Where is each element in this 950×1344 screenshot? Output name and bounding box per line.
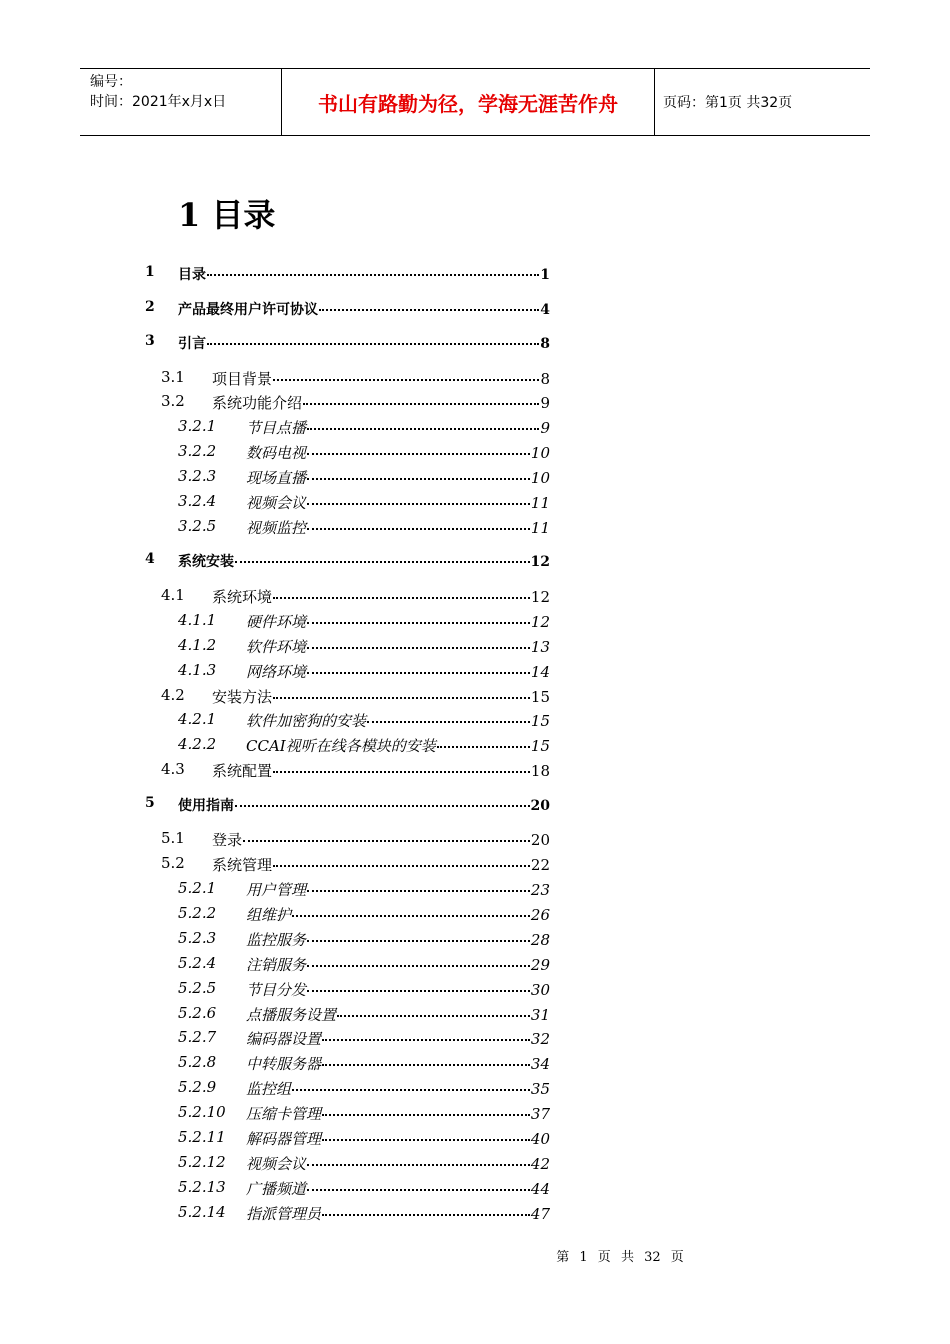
toc-entry-page: 10 — [530, 444, 550, 463]
toc-entry-page: 42 — [530, 1154, 550, 1173]
toc-entry[interactable] — [145, 299, 550, 321]
header-motto-cell — [282, 69, 655, 135]
toc-entry-number: 5.2.11 — [178, 1128, 226, 1146]
toc-dot-leader — [307, 647, 530, 649]
toc-entry-number: 5.2.2 — [178, 903, 217, 922]
toc-entry-title: 网络环境 — [246, 662, 307, 681]
footer-ye: 页 — [597, 1250, 611, 1265]
toc-entry[interactable] — [161, 392, 550, 414]
toc-entry[interactable] — [161, 586, 550, 608]
toc-entry[interactable] — [145, 264, 550, 286]
header-info-cell — [80, 69, 282, 135]
toc-entry-number: 5 — [145, 794, 155, 811]
toc-entry[interactable] — [178, 735, 550, 757]
toc-entry-title: 视频会议 — [246, 1154, 307, 1173]
toc-entry[interactable] — [178, 1028, 550, 1050]
toc-entry[interactable] — [145, 333, 550, 355]
toc-entry-page: 12 — [530, 587, 550, 606]
toc-entry-title: 系统配置 — [212, 762, 273, 781]
toc-entry-number: 5.2.12 — [178, 1152, 226, 1171]
toc-entry-number: 2 — [145, 298, 155, 315]
toc-entry[interactable] — [178, 929, 550, 951]
toc-entry[interactable] — [161, 686, 550, 708]
toc-entry[interactable] — [178, 1153, 550, 1175]
toc-entry[interactable] — [178, 636, 550, 658]
toc-entry-title: 视频会议 — [246, 494, 307, 512]
toc-entry[interactable] — [178, 1128, 550, 1150]
toc-dot-leader — [307, 672, 530, 674]
toc-entry-page: 13 — [530, 637, 550, 656]
toc-dot-leader — [307, 965, 530, 967]
footer-page-number: 1 — [579, 1250, 588, 1265]
toc-dot-leader — [322, 1214, 530, 1216]
toc-entry-title: 监控组 — [246, 1080, 292, 1099]
toc-dot-leader — [307, 528, 530, 530]
toc-entry-title: 视频监控 — [246, 518, 307, 537]
toc-entry-title: 广播频道 — [246, 1179, 307, 1198]
toc-entry[interactable] — [178, 442, 550, 464]
toc-entry-number: 5.2.4 — [178, 953, 217, 972]
toc-dot-leader — [322, 1139, 530, 1141]
toc-entry-number: 4.2.1 — [178, 710, 217, 729]
toc-entry-page: 12 — [530, 612, 550, 631]
header-motto: 书山有路勤为径，学海无涯苦作舟 — [318, 91, 618, 116]
toc-entry-title: 注销服务 — [246, 955, 307, 974]
toc-entry[interactable] — [178, 879, 550, 901]
toc-entry-number: 5.2.6 — [178, 1003, 217, 1022]
toc-entry-page: 15 — [530, 737, 550, 756]
toc-dot-leader — [322, 1039, 530, 1041]
toc-entry[interactable] — [178, 904, 550, 926]
toc-entry-title: 节目点播 — [246, 419, 307, 438]
toc-entry-number: 5.2.3 — [178, 928, 217, 947]
toc-dot-leader — [307, 940, 530, 942]
toc-entry-number: 3.2.4 — [178, 492, 217, 510]
toc-entry-title: 数码电视 — [246, 444, 307, 463]
toc-dot-leader — [303, 403, 539, 405]
toc-entry[interactable] — [178, 954, 550, 976]
toc-entry-number: 4.2 — [161, 685, 185, 704]
toc-entry-number: 4.3 — [161, 760, 185, 779]
toc-entry-page: 30 — [530, 980, 550, 999]
toc-dot-leader — [307, 478, 530, 480]
toc-dot-leader — [273, 597, 530, 599]
toc-entry-title: 中转服务器 — [246, 1055, 322, 1074]
toc-entry-title: 指派管理员 — [246, 1204, 322, 1223]
toc-entry-number: 3.1 — [161, 367, 185, 386]
toc-entry-title: 系统环境 — [212, 587, 273, 606]
toc-entry-number: 4.1.1 — [178, 610, 217, 629]
toc-dot-leader — [307, 890, 530, 892]
toc-entry-title: 硬件环境 — [246, 612, 307, 631]
toc-dot-leader — [307, 1189, 530, 1191]
toc-entry-number: 5.1 — [161, 829, 185, 848]
footer-di: 第 — [556, 1250, 570, 1265]
toc-entry-number: 3.2.3 — [178, 467, 217, 486]
toc-entry[interactable] — [178, 417, 550, 439]
page-footer — [0, 1246, 950, 1265]
toc-entry-number: 5.2.10 — [178, 1103, 226, 1122]
toc-entry-number: 4.1.3 — [178, 660, 217, 679]
doc-number-label: 编号： — [90, 74, 132, 90]
toc-dot-leader — [273, 771, 530, 773]
toc-entry[interactable] — [161, 760, 550, 782]
toc-entry-title: 软件加密狗的安装 — [246, 712, 367, 731]
toc-entry-title: 现场直播 — [246, 469, 307, 488]
toc-dot-leader — [307, 622, 530, 624]
toc-entry-page: 8 — [540, 369, 550, 388]
toc-entry-page: 37 — [530, 1105, 550, 1124]
toc-dot-leader — [235, 561, 530, 563]
toc-entry[interactable] — [145, 551, 550, 573]
toc-entry-page: 9 — [540, 394, 550, 413]
toc-dot-leader — [307, 503, 530, 505]
toc-dot-leader — [292, 1089, 530, 1091]
toc-dot-leader — [322, 1114, 530, 1116]
toc-entry[interactable] — [145, 795, 550, 817]
toc-entry-number: 1 — [145, 264, 155, 280]
toc-entry[interactable] — [178, 1053, 550, 1075]
toc-entry-title: 系统安装 — [178, 554, 234, 571]
toc-entry-number: 3.2 — [161, 392, 185, 411]
toc-entry-page: 10 — [530, 469, 550, 488]
toc-entry-number: 5.2.8 — [178, 1053, 217, 1072]
toc-entry[interactable] — [161, 368, 550, 390]
toc-entry-page: 9 — [540, 419, 550, 438]
toc-entry-number: 5.2 — [161, 854, 185, 873]
toc-entry-page: 29 — [530, 955, 550, 974]
toc-entry-title: 节目分发 — [246, 980, 307, 999]
toc-entry-number: 5.2.9 — [178, 1078, 217, 1097]
toc-entry-page: 12 — [530, 554, 550, 571]
toc-entry[interactable] — [178, 611, 550, 633]
toc-entry-title: 软件环境 — [246, 637, 307, 656]
toc-entry-number: 5.2.1 — [178, 879, 217, 897]
toc-entry-page: 11 — [530, 494, 550, 512]
header-page-cell — [655, 69, 870, 135]
toc-entry-number: 4.2.2 — [178, 735, 217, 754]
toc-dot-leader — [243, 840, 530, 842]
toc-entry-title: 用户管理 — [246, 881, 307, 899]
toc-entry-title: CCAI视听在线各模块的安装 — [246, 737, 436, 756]
toc-entry[interactable] — [178, 661, 550, 683]
toc-dot-leader — [273, 865, 530, 867]
toc-dot-leader — [319, 309, 539, 311]
toc-entry-title: 引言 — [178, 336, 206, 352]
toc-entry-title: 目录 — [178, 267, 206, 283]
toc-entry-page: 4 — [540, 301, 550, 318]
toc-entry[interactable] — [178, 1203, 550, 1225]
toc-entry-number: 4 — [145, 551, 155, 568]
toc-entry-title: 系统管理 — [212, 856, 273, 875]
toc-entry-page: 1 — [540, 267, 550, 283]
toc-entry-page: 14 — [530, 662, 550, 681]
toc-entry[interactable] — [178, 979, 550, 1001]
toc-entry-number: 4.1.2 — [178, 635, 217, 654]
toc-entry-number: 3 — [145, 333, 155, 349]
toc-entry-page: 31 — [530, 1005, 550, 1024]
toc-entry-page: 8 — [540, 336, 550, 352]
toc-dot-leader — [322, 1064, 530, 1066]
toc-dot-leader — [307, 453, 530, 455]
toc-entry-title: 登录 — [212, 831, 243, 850]
toc-entry-number: 5.2.14 — [178, 1202, 226, 1221]
toc-entry[interactable] — [178, 1004, 550, 1026]
footer-ye-end: 页 — [670, 1250, 684, 1265]
toc-dot-leader — [207, 343, 539, 345]
toc-entry-page: 15 — [530, 712, 550, 731]
toc-entry-title: 编码器设置 — [246, 1030, 322, 1049]
toc-entry[interactable] — [161, 854, 550, 876]
toc-entry-page: 32 — [530, 1030, 550, 1049]
toc-entry-page: 23 — [530, 881, 550, 899]
toc-entry-page: 11 — [530, 518, 550, 537]
toc-dot-leader — [292, 915, 530, 917]
toc-entry-page: 47 — [530, 1204, 550, 1223]
toc-entry[interactable] — [178, 1078, 550, 1100]
toc-entry-number: 5.2.13 — [178, 1177, 226, 1196]
toc-dot-leader — [273, 697, 530, 699]
toc-entry-page: 20 — [530, 797, 550, 814]
toc-entry-number: 3.2.5 — [178, 516, 217, 535]
toc-entry[interactable] — [178, 517, 550, 539]
toc-entry-page: 15 — [530, 687, 550, 706]
footer-total-pages: 32 — [644, 1250, 661, 1265]
toc-dot-leader — [437, 746, 530, 748]
toc-entry-number: 5.2.5 — [178, 978, 217, 997]
toc-entry[interactable] — [178, 492, 550, 514]
toc-dot-leader — [337, 1015, 530, 1017]
toc-entry-title: 解码器管理 — [246, 1130, 322, 1148]
toc-dot-leader — [307, 1164, 530, 1166]
toc-entry-title: 组维护 — [246, 905, 292, 924]
toc-entry-title: 监控服务 — [246, 930, 307, 949]
doc-time-label: 时间：2021年x月x日 — [90, 94, 227, 110]
toc-entry-number: 3.2.1 — [178, 417, 217, 436]
toc-entry-page: 28 — [530, 930, 550, 949]
toc-entry-page: 40 — [530, 1130, 550, 1148]
toc-dot-leader — [207, 274, 539, 276]
toc-entry-page: 26 — [530, 905, 550, 924]
page-title: 1 目录 — [178, 196, 276, 234]
toc-entry-page: 34 — [530, 1055, 550, 1074]
footer-gong: 共 — [620, 1250, 634, 1265]
toc-entry[interactable] — [161, 829, 550, 851]
toc-dot-leader — [235, 805, 530, 807]
toc-entry-title: 点播服务设置 — [246, 1005, 337, 1024]
toc-dot-leader — [307, 990, 530, 992]
header-page-label: 页码：第1页 共32页 — [663, 95, 793, 111]
toc-entry-page: 22 — [530, 856, 550, 875]
toc-dot-leader — [273, 379, 539, 381]
toc-entry-page: 35 — [530, 1080, 550, 1099]
toc-entry-number: 3.2.2 — [178, 442, 217, 461]
toc-entry-page: 18 — [530, 762, 550, 781]
toc-entry-title: 系统功能介绍 — [212, 394, 303, 413]
toc-entry[interactable] — [178, 467, 550, 489]
toc-entry[interactable] — [178, 710, 550, 732]
toc-dot-leader — [307, 428, 539, 430]
toc-entry-number: 4.1 — [161, 585, 185, 604]
toc-entry-page: 44 — [530, 1179, 550, 1198]
toc-entry-number: 5.2.7 — [178, 1028, 217, 1047]
toc-entry-title: 安装方法 — [212, 687, 273, 706]
toc-entry-title: 项目背景 — [212, 369, 273, 388]
toc-entry-title: 压缩卡管理 — [246, 1105, 322, 1124]
toc-entry-title: 使用指南 — [178, 797, 234, 814]
toc-dot-leader — [367, 721, 530, 723]
toc-entry[interactable] — [178, 1178, 550, 1200]
toc-entry-title: 产品最终用户许可协议 — [178, 301, 318, 318]
page-header — [80, 68, 870, 136]
toc-entry[interactable] — [178, 1103, 550, 1125]
toc-entry-page: 20 — [530, 831, 550, 850]
